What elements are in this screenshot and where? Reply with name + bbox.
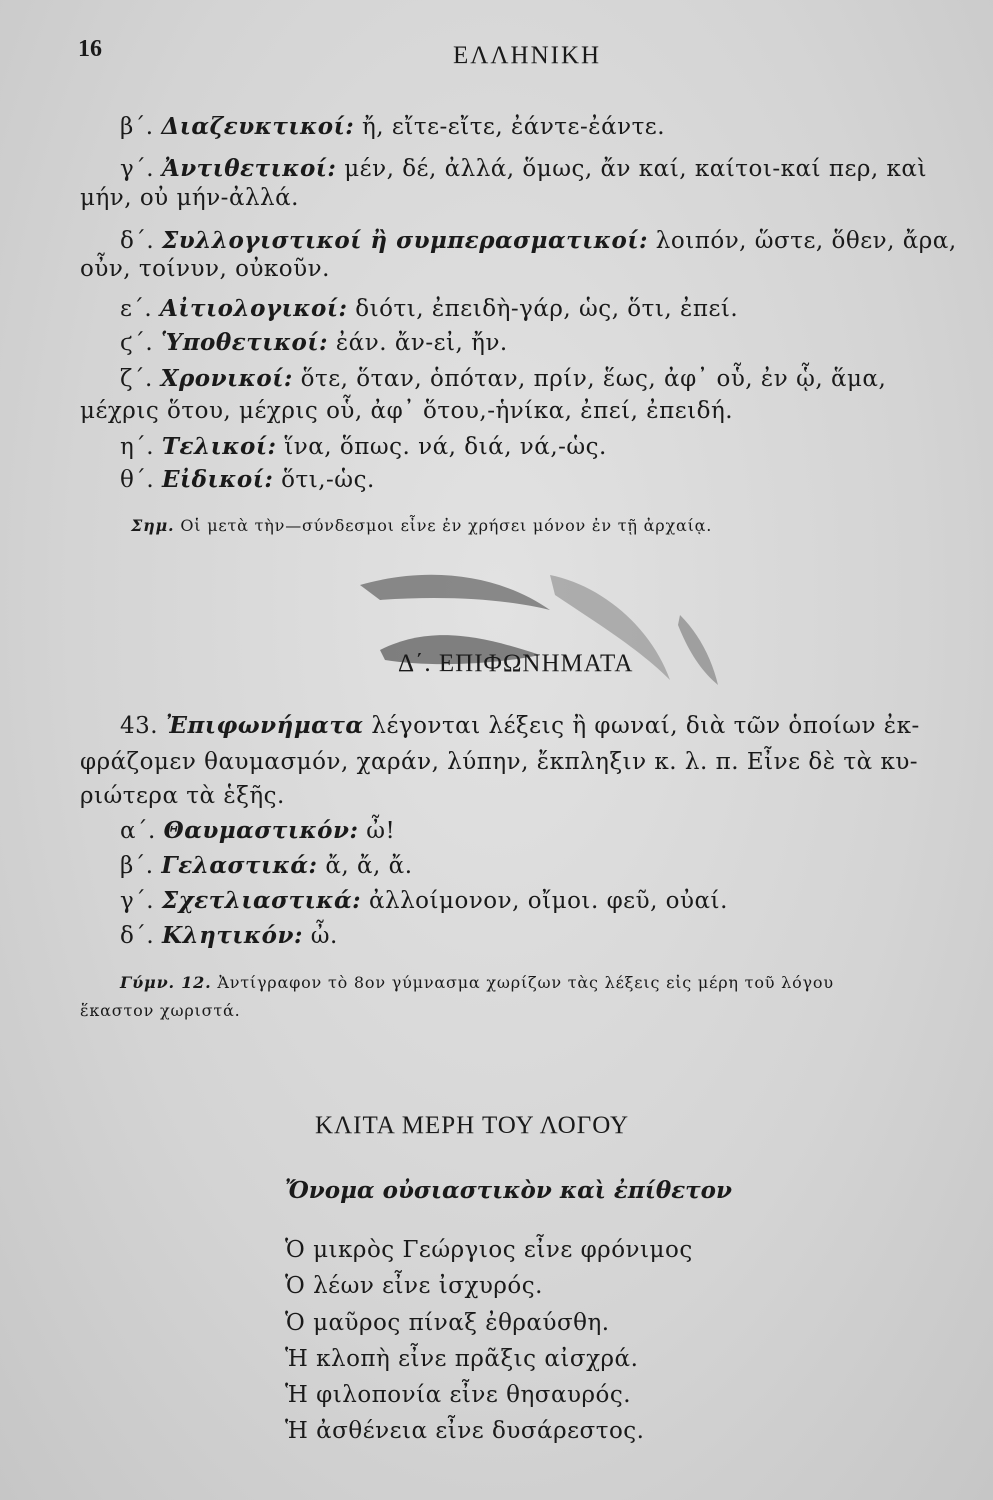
- example-sentence: Ὁ μαῦρος πίναξ ἐθραύσθη.: [285, 1310, 610, 1336]
- item-text: ὦ.: [302, 923, 338, 949]
- item-text: ἐάν. ἄν-εἰ, ἤν.: [328, 330, 508, 356]
- example-sentence: Ὁ λέων εἶνε ἰσχυρός.: [285, 1273, 543, 1299]
- item-text: ὅτε, ὅταν, ὁπόταν, πρίν, ἕως, ἀφ᾽ οὗ, ἐν ᾧ, ἅμα,: [292, 366, 887, 392]
- item-text: ἀλλοίμονον, οἴμοι. φεῦ, οὐαί.: [361, 888, 728, 914]
- footnote-text: Οἱ μετὰ τὴν—σύνδεσμοι εἶνε ἐν χρήσει μόνον ἐν τῇ ἀρχαίᾳ.: [180, 516, 713, 535]
- item-label: Θαυμαστικόν:: [163, 817, 359, 844]
- item-marker: ε΄.: [120, 296, 153, 322]
- footnote: [131, 516, 712, 535]
- item-label: Σχετλιαστικά:: [161, 887, 362, 914]
- item-marker: δ΄.: [120, 923, 155, 949]
- paragraph-text: λέγονται λέξεις ἢ φωναί, διὰ τῶν ὁποίων ἐκ-: [363, 713, 920, 739]
- item-label: Κλητικόν:: [161, 922, 303, 949]
- interjection-item: [120, 887, 728, 914]
- item-label: Εἰδικοί:: [161, 466, 274, 493]
- item-marker: θ΄.: [120, 467, 155, 493]
- conjunction-item: [120, 295, 738, 322]
- item-label: Γελαστικά:: [161, 852, 318, 879]
- item-marker: γ΄.: [120, 156, 155, 182]
- item-label: Διαζευκτικοί:: [161, 113, 355, 140]
- section-heading: Δ΄. ΕΠΙΦΩΝΗΜΑΤΑ: [398, 650, 634, 677]
- item-marker: α΄.: [120, 818, 156, 844]
- section-subheading: Ὄνομα οὐσιαστικὸν καὶ ἐπίθετον: [285, 1177, 732, 1204]
- item-marker: ζ΄.: [120, 366, 153, 392]
- conjunction-item: [120, 155, 927, 182]
- item-label: Συλλογιστικοί ἢ συμπερασματικοί:: [161, 227, 648, 254]
- item-marker: η΄.: [120, 434, 155, 460]
- exercise-line: [120, 973, 834, 992]
- conjunction-item: [120, 466, 375, 493]
- paragraph-number: 43.: [120, 713, 159, 739]
- paragraph-line: φράζομεν θαυμασμόν, χαράν, λύπην, ἔκπληξιν κ. λ. π. Εἶνε δὲ τὰ κυ-: [80, 749, 919, 775]
- interjection-item: [120, 922, 338, 949]
- conjunction-item: [120, 433, 607, 460]
- running-title: ΕΛΛΗΝΙΚΗ: [453, 42, 602, 69]
- example-sentence: Ἡ ἀσθένεια εἶνε δυσάρεστος.: [285, 1418, 645, 1444]
- conjunction-item: [120, 365, 886, 392]
- page-number: 16: [78, 36, 102, 62]
- paragraph-line: ριώτερα τὰ ἑξῆς.: [80, 783, 285, 809]
- item-text: ἤ, εἴτε-εἴτε, ἐάντε-ἐάντε.: [354, 114, 666, 140]
- item-text: διότι, ἐπειδὴ-γάρ, ὡς, ὅτι, ἐπεί.: [347, 296, 739, 322]
- example-sentence: Ἡ κλοπὴ εἶνε πρᾶξις αἰσχρά.: [285, 1346, 639, 1372]
- conjunction-item-continued: μήν, οὐ μήν-ἀλλά.: [80, 185, 299, 211]
- item-label: Ὑποθετικοί:: [161, 329, 329, 356]
- item-marker: ϛ΄.: [120, 330, 154, 356]
- item-label: Αἰτιολογικοί:: [160, 295, 348, 322]
- exercise-label: Γύμν. 12.: [120, 973, 212, 992]
- item-label: Ἀντιθετικοί:: [161, 155, 337, 182]
- item-text: ἵνα, ὅπως. νά, διά, νά,-ὡς.: [276, 434, 607, 460]
- interjection-item: [120, 852, 413, 879]
- footnote-label: Σημ.: [131, 516, 175, 535]
- conjunction-item: [120, 113, 665, 140]
- item-marker: γ΄.: [120, 888, 155, 914]
- item-text: μέν, δέ, ἀλλά, ὅμως, ἄν καί, καίτοι-καί περ, καὶ: [336, 156, 927, 182]
- conjunction-item: [120, 329, 508, 356]
- example-sentence: Ἡ φιλοπονία εἶνε θησαυρός.: [285, 1382, 632, 1408]
- conjunction-item-continued: οὖν, τοίνυν, οὐκοῦν.: [80, 256, 330, 282]
- interjection-item: [120, 817, 395, 844]
- item-text: ἄ, ἄ, ἄ.: [317, 853, 413, 879]
- item-marker: β΄.: [120, 114, 154, 140]
- conjunction-item-continued: μέχρις ὅτου, μέχρις οὗ, ἀφ᾽ ὅτου,-ἡνίκα, ἐπεί, ἐπειδή.: [80, 398, 734, 424]
- exercise-line: ἕκαστον χωριστά.: [80, 1001, 241, 1020]
- item-marker: β΄.: [120, 853, 154, 879]
- paragraph-term: Ἐπιφωνήματα: [165, 712, 364, 739]
- item-label: Τελικοί:: [161, 433, 277, 460]
- exercise-text: Ἀντίγραφον τὸ 8ον γύμνασμα χωρίζων τὰς λέξεις εἰς μέρη τοῦ λόγου: [211, 973, 834, 992]
- section-heading: ΚΛΙΤΑ ΜΕΡΗ ΤΟΥ ΛΟΓΟΥ: [315, 1112, 630, 1139]
- item-label: Χρονικοί:: [160, 365, 293, 392]
- example-sentence: Ὁ μικρὸς Γεώργιος εἶνε φρόνιμος: [285, 1237, 693, 1263]
- item-text: ὦ!: [358, 818, 396, 844]
- paragraph-line: [120, 712, 920, 739]
- item-marker: δ΄.: [120, 228, 155, 254]
- item-text: λοιπόν, ὥστε, ὅθεν, ἄρα,: [647, 228, 957, 254]
- item-text: ὅτι,-ὡς.: [273, 467, 375, 493]
- conjunction-item: [120, 227, 957, 254]
